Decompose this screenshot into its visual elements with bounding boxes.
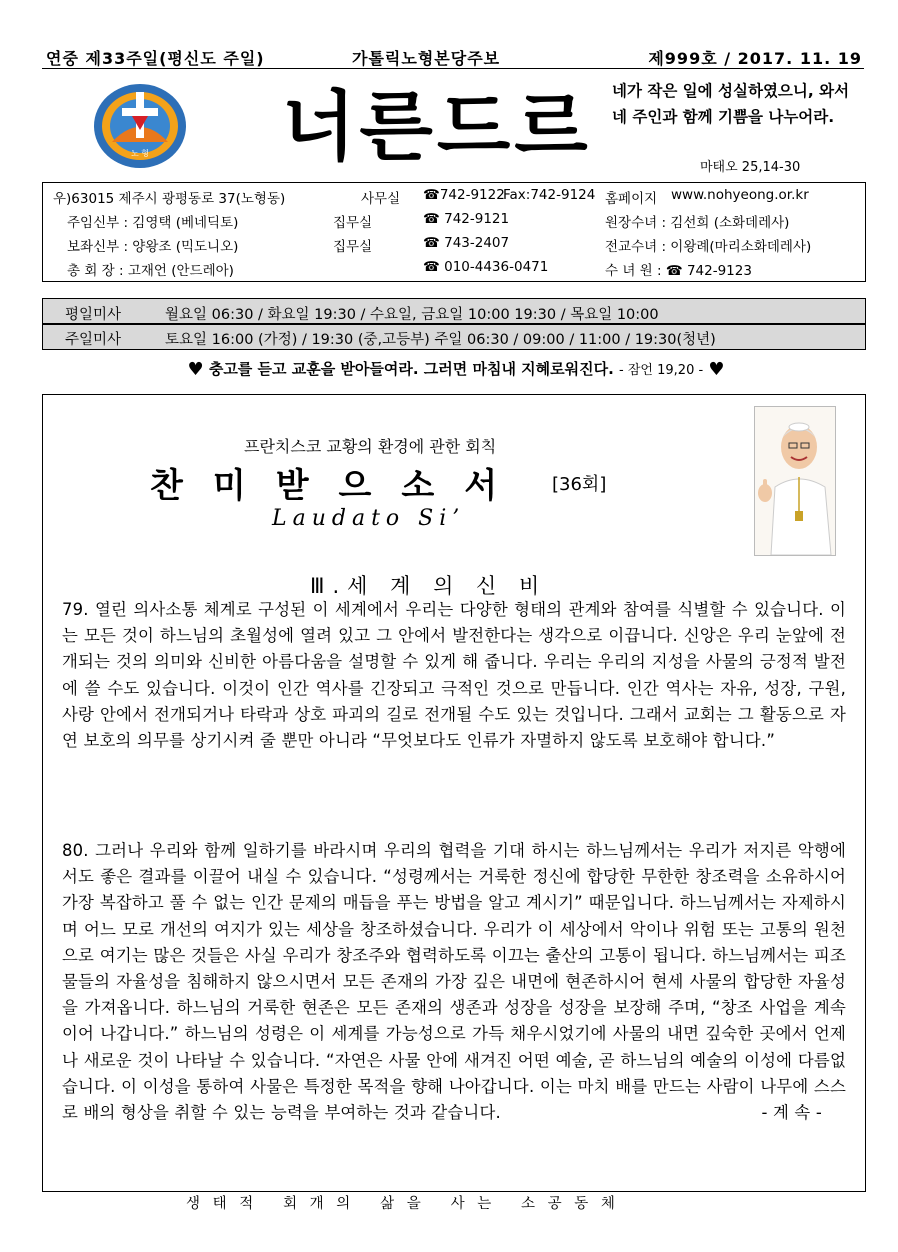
- weekday-mass-times: 월요일 06:30 / 화요일 19:30 / 수요일, 금요일 10:00 19:30 / 목요일 10:00: [165, 307, 659, 323]
- info-row: [43, 232, 865, 254]
- fax: Fax:742-9124: [503, 187, 596, 203]
- phone: ☎ 742-9121: [423, 211, 510, 227]
- latin-title: Laudato Si’: [272, 506, 466, 531]
- gospel-verse: 네가 작은 일에 성실하였으니, 와서 네 주인과 함께 기쁨을 나누어라.: [612, 82, 850, 126]
- issue-date: 제999호 / 2017. 11. 19: [648, 49, 862, 68]
- paragraph-80: [62, 838, 846, 1126]
- gospel-verse-source: 마태오 25,14-30: [700, 160, 801, 175]
- convent: 수 녀 원 : ☎ 742-9123: [605, 263, 752, 279]
- council-president: 총 회 장 : 고재언 (안드레아): [67, 263, 234, 279]
- sunday-mass-label: 주일미사: [65, 332, 122, 348]
- address: 우)63015 제주시 광평동로 37(노형동): [53, 191, 286, 207]
- phone: ☎ 743-2407: [423, 235, 510, 251]
- article-title: 찬미받으소서: [150, 466, 528, 506]
- parish-info-box: [42, 182, 866, 282]
- phone: ☎ 010-4436-0471: [423, 259, 549, 275]
- pope-illustration: [754, 406, 836, 556]
- to-be-continued: - 계 속 -: [761, 1103, 822, 1123]
- section-heading: Ⅲ.세 계 의 신 비: [310, 574, 548, 598]
- assistant-priest: 보좌신부 : 양왕조 (믹도니오): [67, 239, 239, 255]
- article-subtitle: 프란치스코 교황의 환경에 관한 회칙: [244, 437, 497, 456]
- sunday-mass-row: [43, 324, 865, 348]
- office-label: 사무실: [361, 191, 401, 207]
- mass-schedule: [42, 298, 866, 350]
- info-row: [43, 208, 865, 230]
- sunday-mass-times: 토요일 16:00 (가정) / 19:30 (중,고등부) 주일 06:30 / 09:00 / 11:00 / 19:30(청년): [165, 332, 716, 348]
- paragraph-79: 79. 열린 의사소통 체계로 구성된 이 세계에서 우리는 다양한 형태의 관계와 참여를 식별할 수 있습니다. 이는 모든 것이 하느님의 초월성에 열려 있고 그 안에서 발전한다는 생각으로 이끕니다. 신앙은 우리 눈앞에 전개되는 것의 의미와 신비한 아름다움을 설명할 수 있게 해 줍니다. 우리는 우리의 지성을 사물의 긍정적 발전에 쓸 수도 있습니다. 이것이 인간 역사를 긴장되고 극적인 것으로 만듭니다. 인간 역사는 자유, 성장, 구원, 사랑 안에서 전개되거나 타락과 상호 파괴의 길로 전개될 수도 있는 것입니다. 그래서 교회는 그 활동으로 자연 보호의 의무를 상기시켜 줄 뿐만 아니라 “무엇보다도 인류가 자멸하지 않도록 보호해야 합니다.”: [62, 600, 846, 751]
- weekday-mass-label: 평일미사: [65, 307, 122, 323]
- liturgical-day: 연중 제33주일(평신도 주일): [46, 49, 265, 68]
- homepage-link[interactable]: www.nohyeong.or.kr: [671, 187, 809, 203]
- masthead-title: 너른드르: [282, 82, 592, 171]
- header-bar: [42, 42, 864, 69]
- info-row-address: [43, 184, 865, 206]
- bulletin-name: 가톨릭노형본당주보: [352, 49, 501, 68]
- logo-text: 노 형: [131, 149, 149, 158]
- footer-slogan: 생 태 적 회 개 의 삶 을 사 는 소 공 동 체: [186, 1196, 619, 1212]
- heart-icon: ♥: [187, 359, 204, 380]
- parish-logo: [92, 82, 188, 170]
- missionary-sister: 전교수녀 : 이왕례(마리소화데레사): [605, 239, 812, 255]
- paragraph-80-text: 80. 그러나 우리와 함께 일하기를 바라시며 우리의 협력을 기대 하시는 하느님께서는 우리가 저지른 악행에서도 좋은 결과를 이끌어 내실 수 있습니다. “성령께서는 거룩한 정신에 합당한 무한한 창조력을 소유하시어 가장 복잡하고 풀 수 없는 인간 문제의 매듭을 푸는 방법을 알고 계시기” 때문입니다. 하느님께서는 자제하시며 어느 모로 개선의 여지가 있는 세상을 창조하셨습니다. 우리가 이 세상에서 악이나 위험 또는 고통의 원천으로 여기는 많은 것들은 사실 우리가 창조주와 협력하도록 이끄는 출산의 고통이 됩니다. 하느님께서는 피조물들의 자율성을 침해하지 않으시면서 모든 존재의 가장 깊은 내면에 현존하시어 현세 사물의 합당한 자율성을 가져옵니다. 하느님의 거룩한 현존은 모든 존재의 생존과 성장을 성장을 보장해 주며, “창조 사업을 계속 이어 나갑니다.” 하느님의 성령은 이 세계를 가능성으로 가득 채우시었기에 사물의 내면 깊숙한 곳에서 언제나 새로운 것이 나타날 수 있습니다. “자연은 사물 안에 새겨진 어떤 예술, 곧 하느님의 예술의 이성에 다름없습니다. 이 이성을 통하여 사물은 특정한 목적을 향해 나아갑니다. 이는 마치 배를 만드는 사람이 나무에 스스로 배의 형상을 취할 수 있는 능력을 부여하는 것과 같습니다.: [62, 841, 846, 1123]
- proverb-line: [106, 358, 806, 380]
- office-label: 집무실: [333, 215, 373, 231]
- info-row: [43, 256, 865, 278]
- office-label: 집무실: [333, 239, 373, 255]
- weekday-mass-row: [43, 299, 865, 323]
- office-phone: ☎742-9122: [423, 187, 505, 203]
- proverb-source: - 잠언 19,20 -: [619, 363, 704, 378]
- homepage-label: 홈페이지: [605, 191, 658, 207]
- proverb-text: 충고를 듣고 교훈을 받아들여라. 그러면 마침내 지혜로워진다.: [208, 360, 614, 378]
- pastor: 주임신부 : 김영택 (베네딕토): [67, 215, 239, 231]
- sister-superior: 원장수녀 : 김선희 (소화데레사): [605, 215, 790, 231]
- series-number: [36회]: [552, 474, 607, 495]
- heart-icon: ♥: [708, 359, 725, 380]
